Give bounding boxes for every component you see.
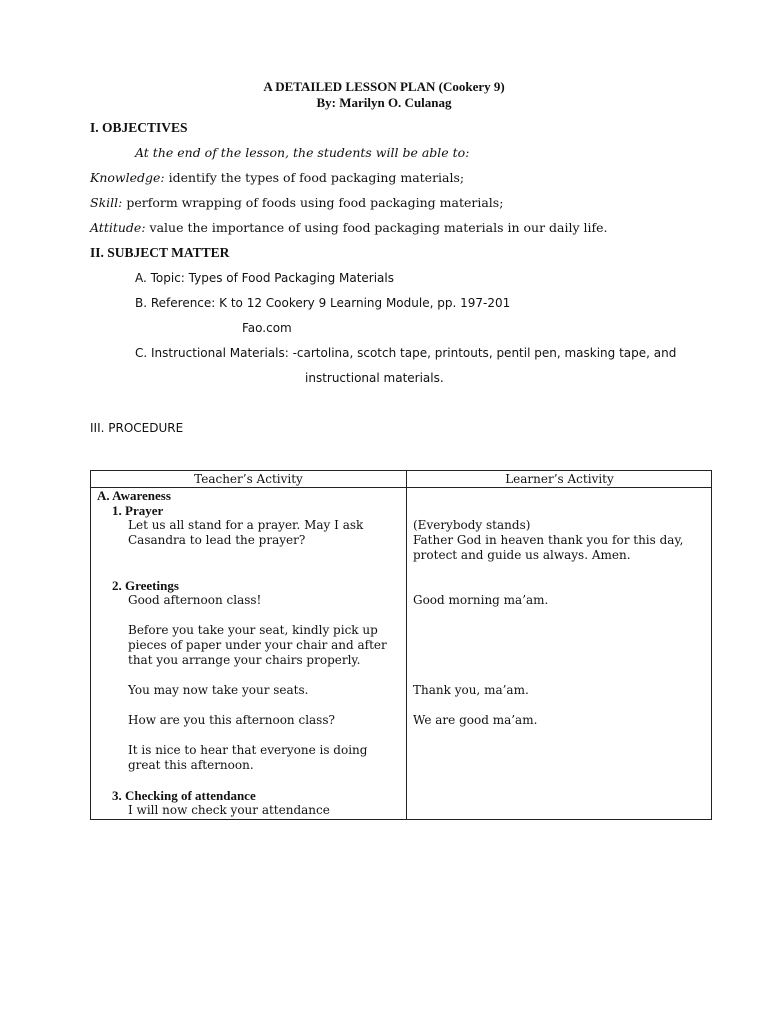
greetings-learner-line: Good morning ma’am.: [413, 593, 549, 607]
objective-label: Attitude:: [90, 220, 146, 235]
objective-skill: [90, 195, 503, 210]
greetings-teacher-line: You may now take your seats.: [128, 683, 309, 697]
subject-materials: C. Instructional Materials: -cartolina, scotch tape, printouts, pentil pen, masking tape, and: [135, 346, 677, 360]
greetings-teacher-line: that you arrange your chairs properly.: [128, 653, 361, 667]
greetings-learner-line: Thank you, ma’am.: [413, 683, 529, 697]
subject-reference: B. Reference: K to 12 Cookery 9 Learning Module, pp. 197-201: [135, 296, 511, 310]
objective-text: value the importance of using food packaging materials in our daily life.: [149, 220, 608, 235]
header-divider: [91, 487, 711, 488]
document-author: By: Marilyn O. Culanag: [316, 95, 452, 110]
activity-table: [90, 470, 712, 820]
objective-text: perform wrapping of foods using food packaging materials;: [126, 195, 504, 210]
attendance-teacher-line: I will now check your attendance: [128, 803, 330, 817]
objective-label: Knowledge:: [90, 170, 165, 185]
column-divider: [406, 471, 407, 819]
greetings-teacher-line: It is nice to hear that everyone is doing: [128, 743, 368, 757]
prayer-learner-line: (Everybody stands): [413, 518, 531, 532]
objectives-heading: I. OBJECTIVES: [90, 120, 188, 135]
objective-attitude: [90, 220, 608, 235]
objective-text: identify the types of food packaging materials;: [168, 170, 465, 185]
subject-materials-cont: instructional materials.: [305, 371, 444, 385]
greetings-teacher-line: Good afternoon class!: [128, 593, 262, 607]
prayer-heading: 1. Prayer: [112, 503, 164, 518]
attendance-heading: 3. Checking of attendance: [112, 788, 256, 803]
subject-reference-extra: Fao.com: [242, 321, 292, 335]
prayer-learner-line: protect and guide us always. Amen.: [413, 548, 631, 562]
objective-label: Skill:: [90, 195, 123, 210]
greetings-teacher-line: pieces of paper under your chair and after: [128, 638, 387, 652]
greetings-teacher-line: How are you this afternoon class?: [128, 713, 335, 727]
teacher-activity-header: Teacher’s Activity: [194, 472, 303, 486]
objective-knowledge: [90, 170, 464, 185]
procedure-heading: III. PROCEDURE: [90, 421, 184, 435]
greetings-learner-line: We are good ma’am.: [413, 713, 538, 727]
objectives-intro: At the end of the lesson, the students will be able to:: [135, 145, 470, 160]
awareness-heading: A. Awareness: [97, 488, 171, 503]
prayer-learner-line: Father God in heaven thank you for this day,: [413, 533, 684, 547]
learner-activity-header: Learner’s Activity: [505, 472, 614, 486]
greetings-heading: 2. Greetings: [112, 578, 179, 593]
subject-topic: A. Topic: Types of Food Packaging Materials: [135, 271, 394, 285]
prayer-teacher-line: Let us all stand for a prayer. May I ask: [128, 518, 364, 532]
subject-matter-heading: II. SUBJECT MATTER: [90, 245, 230, 260]
greetings-teacher-line: Before you take your seat, kindly pick up: [128, 623, 378, 637]
prayer-teacher-line: Casandra to lead the prayer?: [128, 533, 306, 547]
document-title: A DETAILED LESSON PLAN (Cookery 9): [263, 79, 505, 94]
greetings-teacher-line: great this afternoon.: [128, 758, 254, 772]
